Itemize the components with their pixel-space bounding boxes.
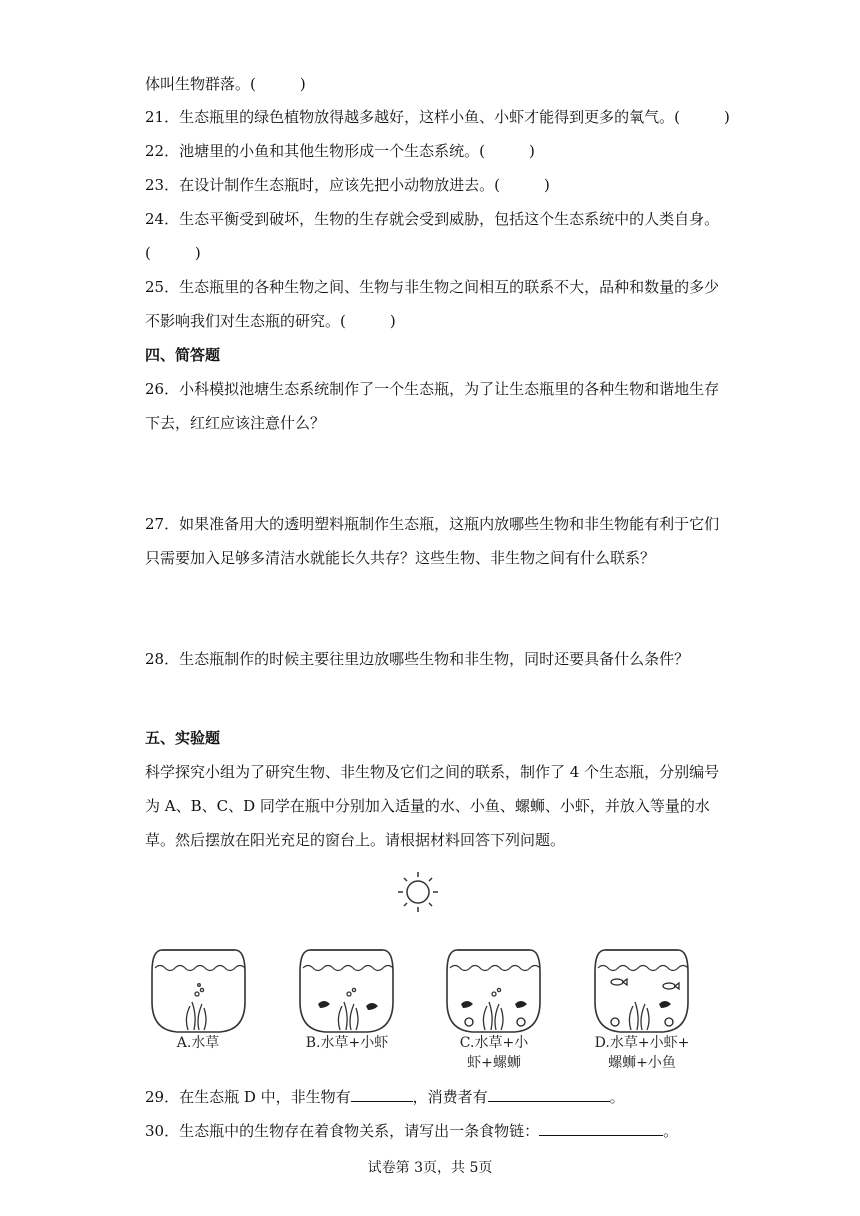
caption-a: A.水草 [176, 1035, 220, 1051]
caption-c-line2: 虾+螺蛳 [467, 1055, 521, 1071]
bottle-d [595, 950, 688, 1032]
caption-d-line2: 螺蛳+小鱼 [608, 1055, 676, 1071]
question-21: 21．生态瓶里的绿色植物放得越多越好，这样小鱼、小虾才能得到更多的氧气。( ) [145, 108, 730, 126]
shrimp-icon [659, 1001, 671, 1008]
question-27-line1: 27．如果准备用大的透明塑料瓶制作生态瓶，这瓶内放哪些生物和非生物能有利于它们 [145, 515, 720, 533]
section-5-title: 五、实验题 [145, 729, 221, 747]
bottle-a [152, 950, 245, 1032]
fish-icon [611, 979, 679, 989]
question-22: 22．池塘里的小鱼和其他生物形成一个生态系统。( ) [145, 142, 535, 160]
answer-blank-nonliving[interactable] [351, 1085, 413, 1102]
question-28: 28．生态瓶制作的时候主要往里边放哪些生物和非生物，同时还要具备什么条件？ [145, 650, 690, 668]
experiment-text-3: 草。然后摆放在阳光充足的窗台上。请根据材料回答下列问题。 [145, 831, 566, 849]
caption-c-line1: C.水草+小 [459, 1035, 529, 1051]
answer-blank-food-chain[interactable] [539, 1119, 663, 1136]
question-24-line2: ( ) [145, 244, 201, 262]
ecosystem-bottles-figure [140, 870, 740, 1075]
experiment-text-1: 科学探究小组为了研究生物、非生物及它们之间的联系，制作了 4 个生态瓶，分别编号 [145, 763, 720, 781]
question-24-line1: 24．生态平衡受到破坏，生物的生存就会受到威胁，包括这个生态系统中的人类自身。 [145, 210, 720, 228]
bottle-b [300, 950, 393, 1032]
waterweed-icon [338, 988, 358, 1030]
question-26-line2: 下去，红红应该注意什么？ [145, 414, 326, 432]
waterweed-icon [629, 1002, 649, 1030]
waterweed-icon [186, 984, 206, 1030]
experiment-text-2: 为 A、B、C、D 同学在瓶中分别加入适量的水、小鱼、螺蛳、小虾，并放入等量的水 [145, 797, 710, 815]
question-23: 23．在设计制作生态瓶时，应该先把小动物放进去。( ) [145, 176, 550, 194]
caption-b: B.水草+小虾 [305, 1035, 389, 1051]
shrimp-icon [461, 1001, 527, 1008]
question-25-line2: 不影响我们对生态瓶的研究。( ) [145, 312, 396, 330]
answer-blank-consumers[interactable] [488, 1085, 610, 1102]
page-footer: 试卷第 3页，共 5页 [367, 1160, 493, 1176]
question-29: 29．在生态瓶 D 中，非生物有 ，消费者有 。 [145, 1085, 625, 1107]
question-26-line1: 26．小科模拟池塘生态系统制作了一个生态瓶，为了让生态瓶里的各种生物和谐地生存 [145, 380, 720, 398]
shrimp-icon [318, 1001, 378, 1010]
sun-icon [398, 872, 438, 912]
question-27-line2: 只需要加入足够多清洁水就能长久共存？这些生物、非生物之间有什么联系？ [145, 549, 656, 567]
q20-continuation: 体叫生物群落。( ) [145, 75, 306, 93]
section-4-title: 四、简答题 [145, 346, 221, 364]
question-25-line1: 25．生态瓶里的各种生物之间、生物与非生物之间相互的联系不大，品种和数量的多少 [145, 278, 720, 296]
caption-d-line1: D.水草+小虾+ [594, 1035, 690, 1051]
waterweed-icon [483, 988, 503, 1030]
snail-icon [611, 1018, 673, 1026]
bottle-c [447, 950, 540, 1032]
question-30: 30．生态瓶中的生物存在着食物关系，请写出一条食物链： 。 [145, 1119, 678, 1141]
